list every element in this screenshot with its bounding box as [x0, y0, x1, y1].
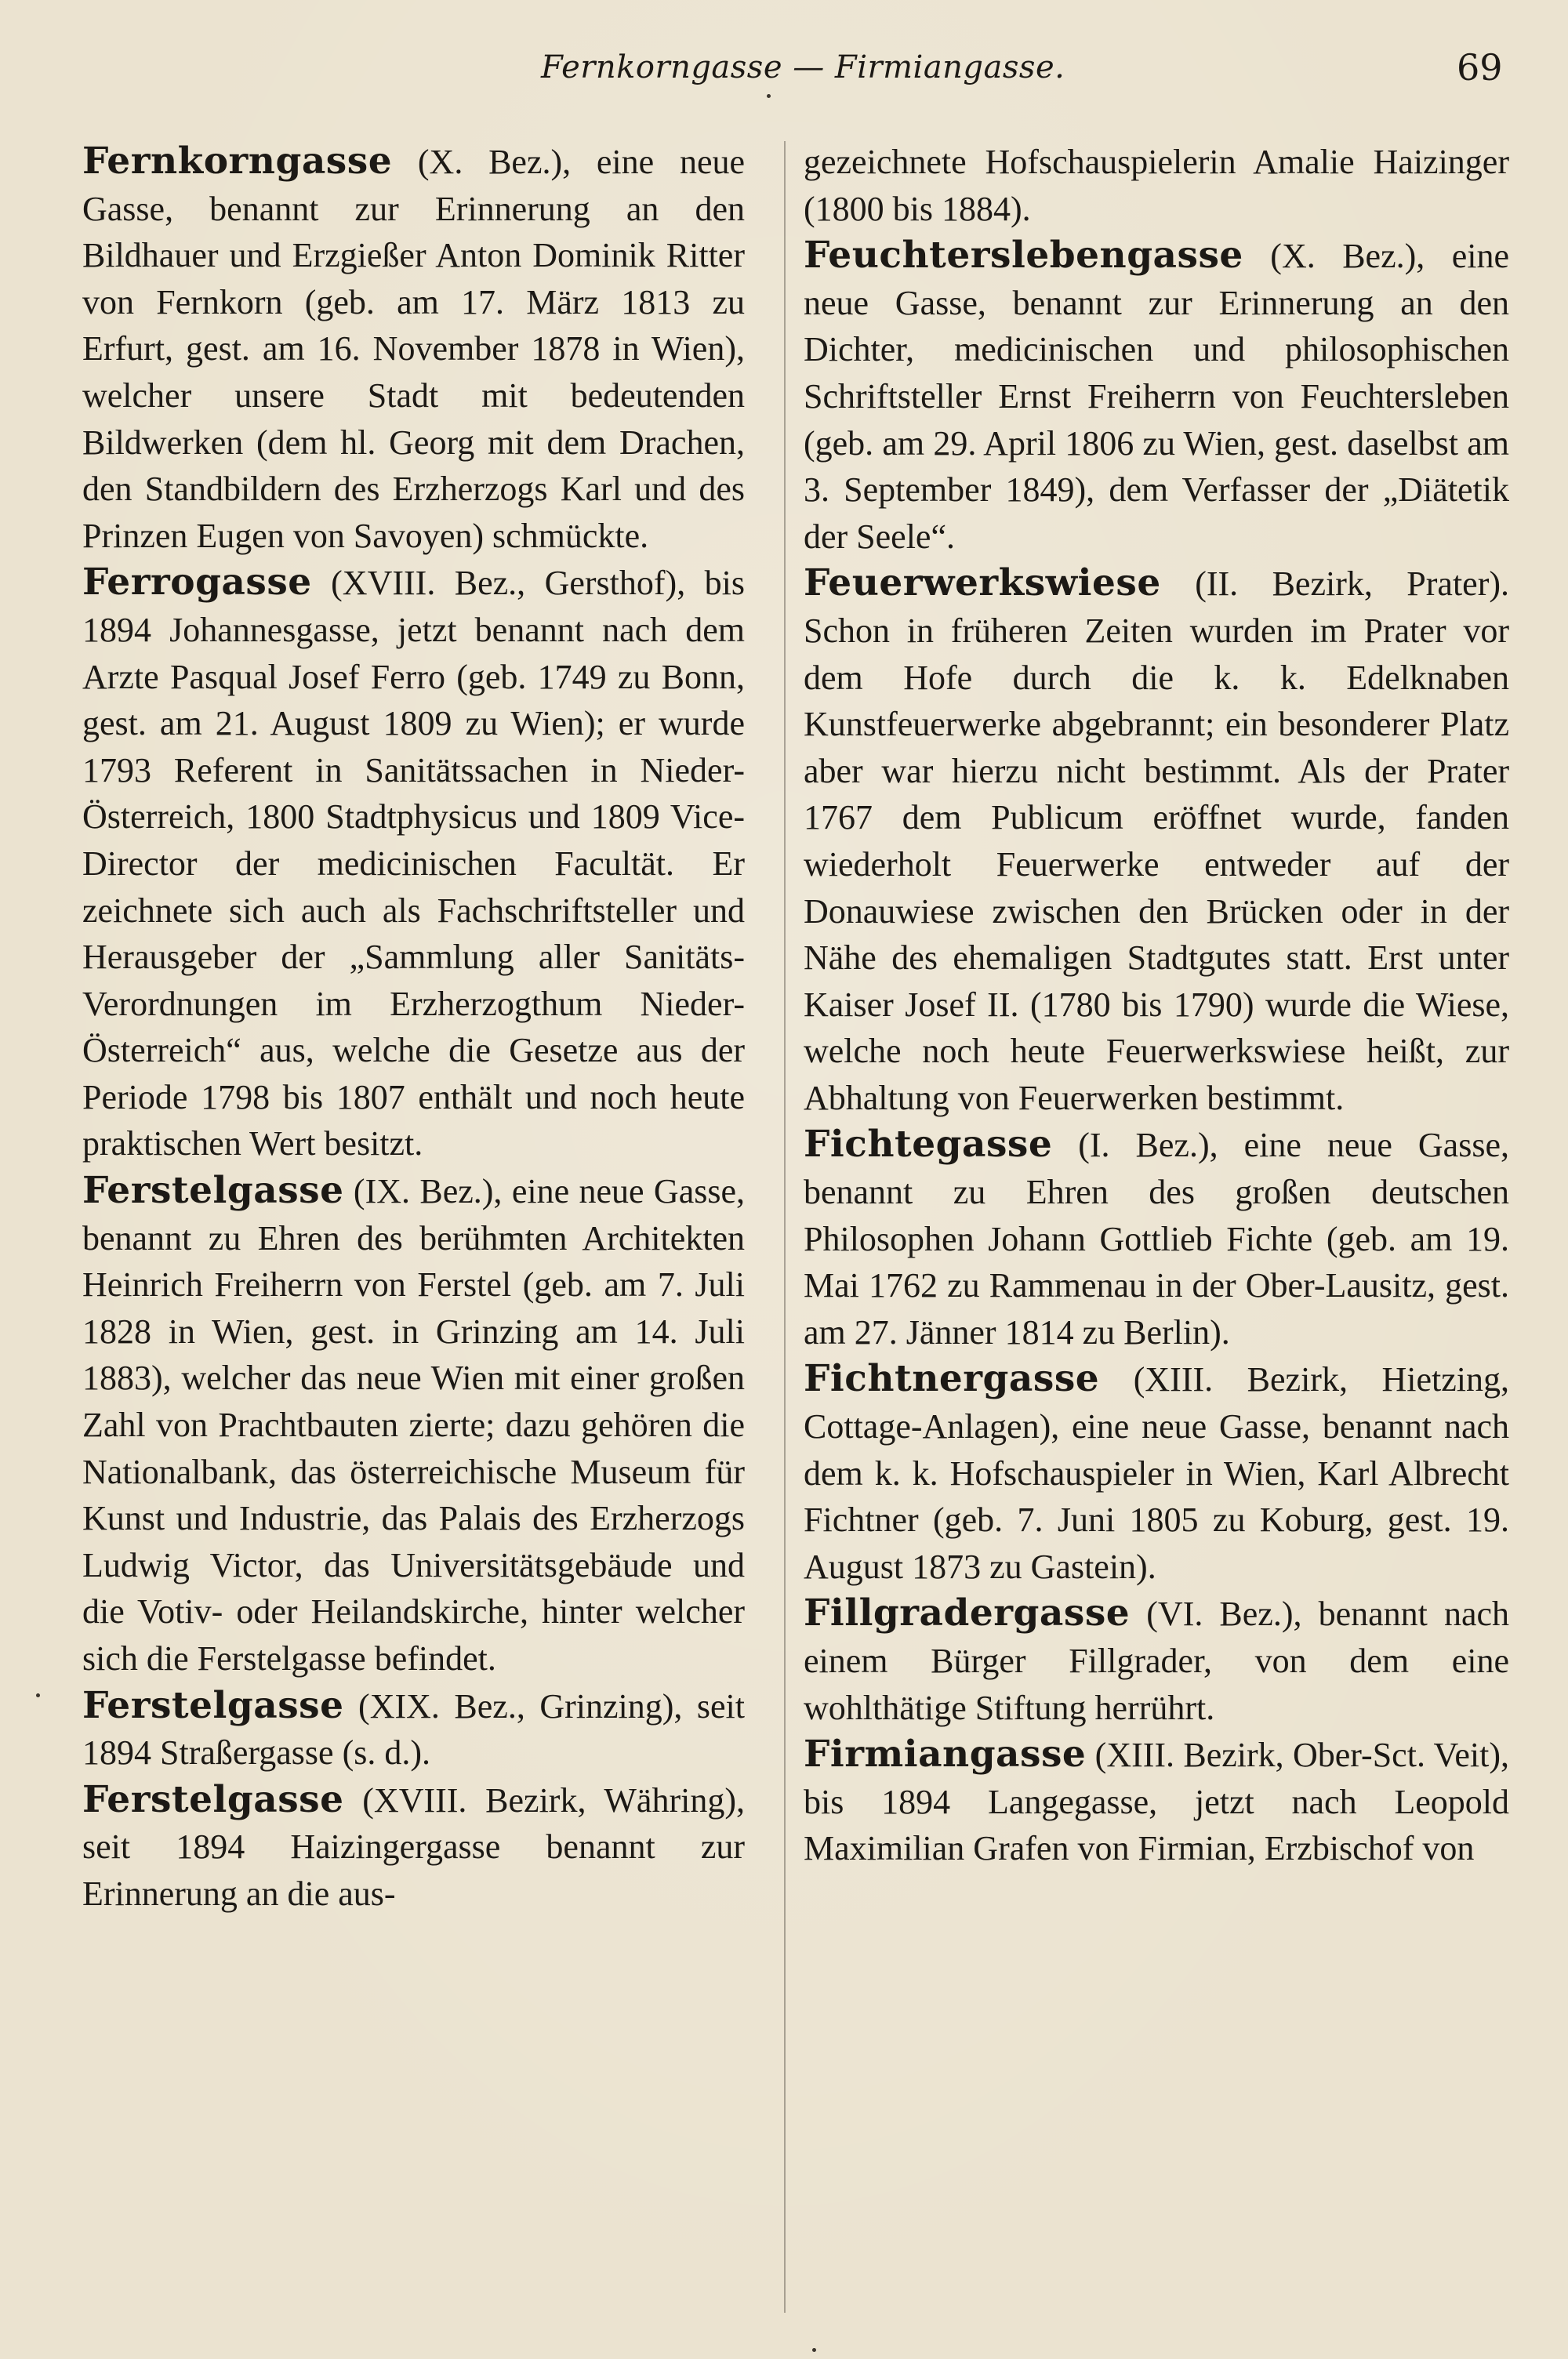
- entry-text: (I. Bez.), eine neue Gasse, benannt zu Ehren des großen deutschen Philosophen Johann Gottlieb Fichte (geb. am 19. Mai 1762 zu Rammenau in der Ober-Lausitz, gest. am 27. Jänner 1814 zu Berlin).: [804, 1126, 1509, 1352]
- entry-text: (X. Bez.), eine neue Gasse, benannt zur Erinnerung an den Dichter, medicinischen und philosophischen Schriftsteller Ernst Freiherrn von Feuchtersleben (geb. am 29. April 1806 zu Wien, gest. daselbst am 3. September 1849), dem Verfasser der „Diätetik der Seele“.: [804, 237, 1509, 556]
- entry-fernkorngasse: [82, 138, 745, 559]
- entry-text: gezeichnete Hofschauspielerin Amalie Haizinger (1800 bis 1884).: [804, 143, 1509, 228]
- page-number: 69: [1457, 46, 1503, 89]
- entry-ferstelgasse-ix: [82, 1167, 745, 1682]
- entry-fichtnergasse: [804, 1356, 1509, 1590]
- entry-text: (XIX. Bez., Grinzing), seit 1894 Straßergasse (s. d.).: [82, 1686, 745, 1773]
- entry-headword: Feuerwerkswiese: [804, 561, 1161, 605]
- entry-headword: Feuchterslebengasse: [804, 234, 1243, 278]
- running-head: [0, 44, 1568, 91]
- entry-headword: Fichtnergasse: [804, 1357, 1100, 1401]
- left-column: [82, 138, 745, 1918]
- entry-headword: Fillgradergasse: [804, 1591, 1131, 1635]
- entry-headword: Fernkorngasse: [82, 140, 393, 183]
- entry-fillgradergasse: [804, 1590, 1509, 1731]
- entry-headword: Ferrogasse: [82, 561, 312, 604]
- running-head-title: Fernkorngasse — Firmiangasse.: [541, 49, 1065, 85]
- print-speck: [812, 2348, 816, 2352]
- entry-feuerwerkswiese: [804, 560, 1509, 1121]
- entry-headword: Firmiangasse: [804, 1733, 1087, 1777]
- entry-text: (IX. Bez.), eine neue Gasse, benannt zu Ehren des berühmten Architekten Heinrich Freiherrn von Ferstel (geb. am 7. Juli 1828 in Wien, gest. in Grinzing am 14. Juli 1883), welcher das neue Wien mit einer großen Zahl von Prachtbauten zierte; dazu gehören die Nationalbank, das österreichische Museum für Kunst und Industrie, das Palais des Erzherzogs Ludwig Victor, das Universitätsgebäude und die Votiv- oder Heilandskirche, hinter welcher sich die Ferstelgasse befindet.: [82, 1172, 745, 1678]
- entry-text: (VI. Bez.), benannt nach einem Bürger Fillgrader, von dem eine wohlthätige Stiftung herrührt.: [804, 1595, 1509, 1727]
- column-divider: [784, 141, 786, 2313]
- entry-feuchterslebengasse: [804, 232, 1509, 560]
- entry-ferstelgasse-xviii: [82, 1777, 745, 1918]
- entry-text: (II. Bezirk, Prater). Schon in früheren Zeiten wurden im Prater vor dem Hofe durch die k. k. Edelknaben Kunstfeuerwerke abgebrannt; ein besonderer Platz aber war hierzu nicht bestimmt. Als der Prater 1767 dem Publicum eröffnet wurde, fanden wiederholt Feuerwerke entweder auf der Donauwiese zwischen den Brücken oder in der Nähe des ehemaligen Stadtgutes statt. Erst unter Kaiser Josef II. (1780 bis 1790) wurde die Wiese, welche noch heute Feuerwerkswiese heißt, zur Abhaltung von Feuerwerken bestimmt.: [804, 564, 1509, 1117]
- entry-headword: Ferstelgasse: [82, 1169, 344, 1213]
- entry-ferstelgasse-xix: [82, 1682, 745, 1777]
- entry-ferrogasse: [82, 559, 745, 1167]
- entry-headword: Ferstelgasse: [82, 1777, 344, 1821]
- right-column: [804, 138, 1509, 1872]
- entry-text: (XIII. Bezirk, Hietzing, Cottage-Anlagen), eine neue Gasse, benannt nach dem k. k. Hofschauspieler in Wien, Karl Albrecht Fichtner (geb. 7. Juni 1805 zu Koburg, gest. 19. August 1873 zu Gastein).: [804, 1360, 1509, 1586]
- entry-headword: Ferstelgasse: [82, 1683, 344, 1727]
- print-speck: [36, 1693, 40, 1697]
- entry-text: (XVIII. Bez., Gersthof), bis 1894 Johannesgasse, jetzt benannt nach dem Arzte Pasqual Josef Ferro (geb. 1749 zu Bonn, gest. am 21. August 1809 zu Wien); er wurde 1793 Referent in Sanitätssachen in Nieder-Österreich, 1800 Stadtphysicus und 1809 Vice-Director der medicinischen Facultät. Er zeichnete sich auch als Fachschriftsteller und Herausgeber der „Sammlung aller Sanitäts-Verordnungen im Erzherzogthum Nieder-Österreich“ aus, welche die Gesetze aus der Periode 1798 bis 1807 enthält und noch heute praktischen Wert besitzt.: [82, 564, 745, 1163]
- entry-text: (XIII. Bezirk, Ober-Sct. Veit), bis 1894 Langegasse, jetzt nach Leopold Maximilian Grafen von Firmian, Erzbischof von: [804, 1736, 1509, 1868]
- entry-continuation: [804, 138, 1509, 232]
- entry-fichtegasse: [804, 1121, 1509, 1356]
- entry-firmiangasse: [804, 1731, 1509, 1872]
- print-speck: [767, 94, 771, 98]
- entry-text: (X. Bez.), eine neue Gasse, benannt zur Erinnerung an den Bildhauer und Erzgießer Anton Dominik Ritter von Fernkorn (geb. am 17. März 1813 zu Erfurt, gest. am 16. November 1878 in Wien), welcher unsere Stadt mit bedeutenden Bildwerken (dem hl. Georg mit dem Drachen, den Standbildern des Erzherzogs Karl und des Prinzen Eugen von Savoyen) schmückte.: [82, 143, 745, 555]
- entry-headword: Fichtegasse: [804, 1123, 1053, 1167]
- entry-text: (XVIII. Bezirk, Währing), seit 1894 Haizingergasse benannt zur Erinnerung an die aus-: [82, 1780, 745, 1913]
